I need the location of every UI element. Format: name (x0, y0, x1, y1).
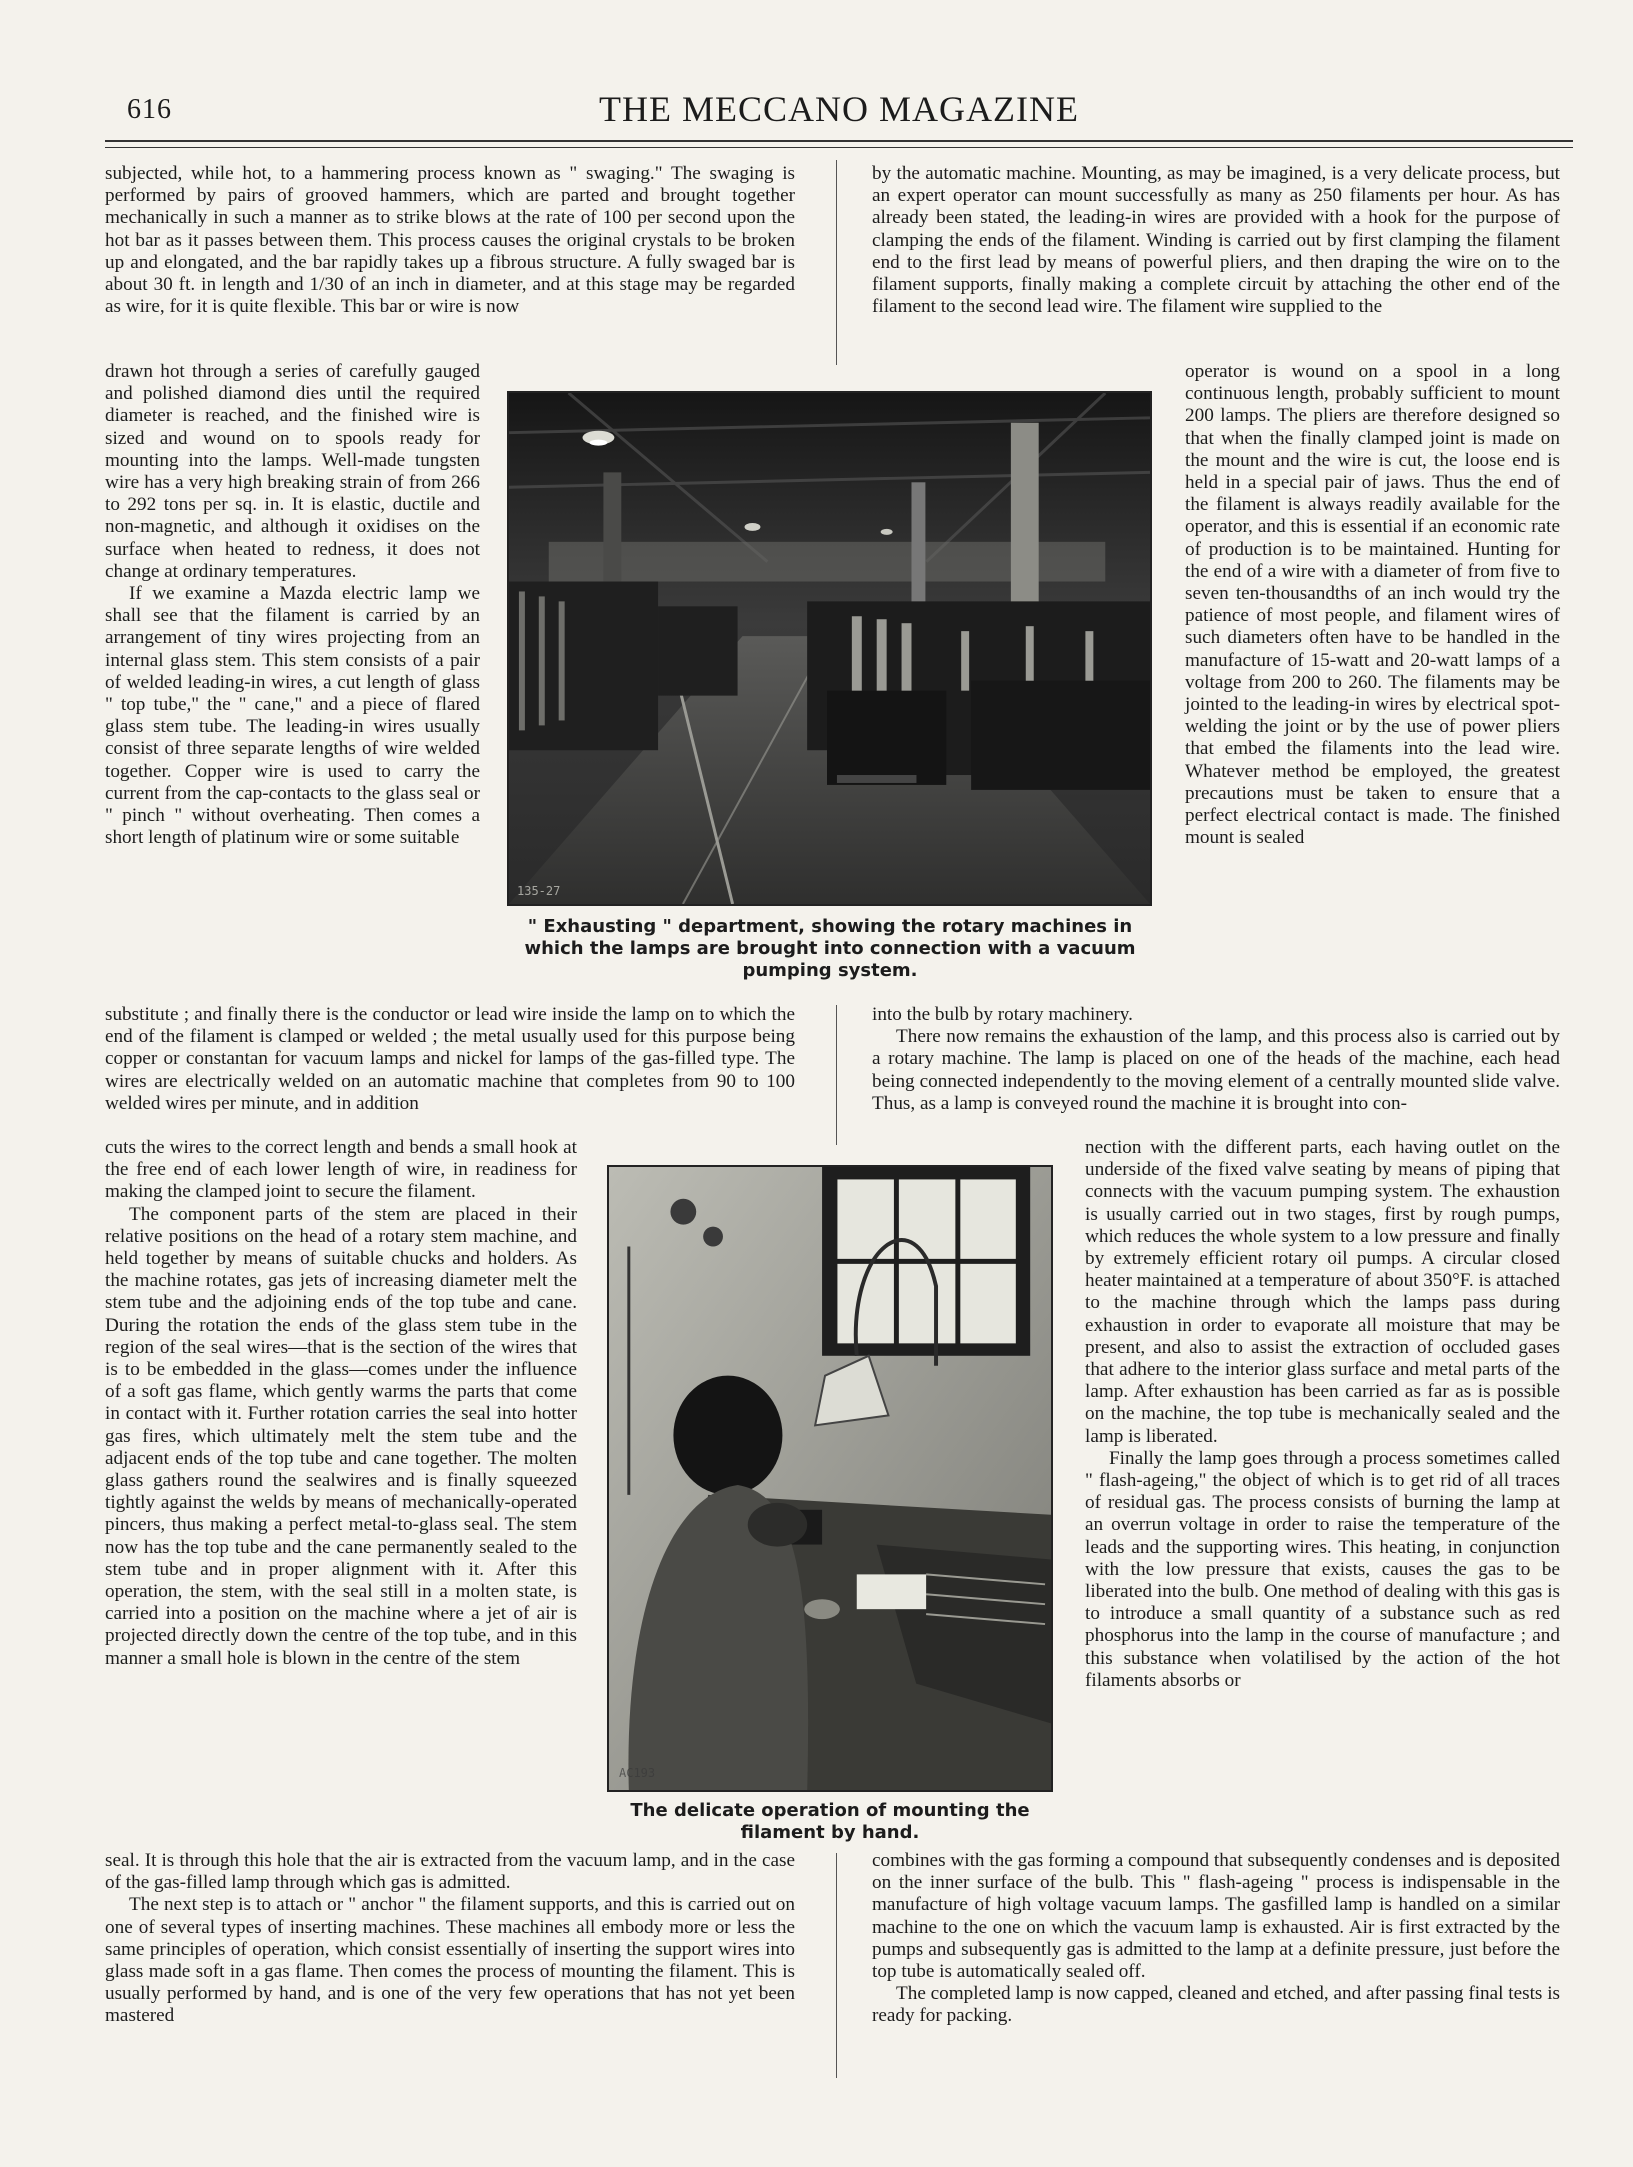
paragraph: cuts the wires to the correct length and bends a small hook at the free end of each lower length of wire, in readiness for making the clamped joint to secure the filament. (105, 1137, 577, 1203)
photo-plate-mark: 135-27 (517, 884, 561, 898)
paragraph: subjected, while hot, to a hammering process known as " swaging." The swaging is performed by pairs of grooved hammers, which are parted and brought together mechanically in such a manner as to strike blows at the rate of 100 per second upon the hot bar as it passes between them. This process causes the original crystals to be broken up and elongated, and the bar rapidly takes up a fibrous structure. A fully swaged bar is about 30 ft. in length and 1/30 of an inch in diameter, and at this stage may be regarded as wire, for it is quite flexible. This bar or wire is now (105, 163, 795, 318)
paragraph: The component parts of the stem are placed in their relative positions on the head of a rotary stem machine, and held together by means of suitable chucks and holders. As the machine rotates, gas jets of increasing diameter melt the stem tube and the adjoining ends of the top tube and cane. During the rotation the ends of the glass stem tube in the region of the seal wires—that is the section of the wires that is to be embedded in the glass—comes under the influence of a soft gas flame, which gently warms the parts that come in contact with it. Further rotation carries the seal into hotter gas fires, which ultimately melt the stem tube and the adjacent ends of the top tube and cane together. The molten glass gathers round the sealwires and is finally squeezed tightly against the welds by means of mechanically-operated pincers, thus making a perfect metal-to-glass seal. The stem now has the top tube and the cane permanently sealed to the stem tube and in proper alignment with it. After this operation, the stem, with the seal still in a molten state, is carried into a position on the machine where a jet of air is projected directly down the centre of the top tube, and in this manner a small hole is blown in the centre of the stem (105, 1203, 577, 1669)
exhausting-photo-caption: " Exhausting " department, showing the rotary machines in which the lamps are brought into connection with a vacuum pumping system. (524, 916, 1136, 981)
paragraph: The next step is to attach or " anchor " the filament supports, and this is carried out on one of several types of inserting machines. These machines all embody more or less the same principles of operation, which consist essentially of inserting the support wires into glass made soft in a gas flame. Then comes the process of mounting the filament. This is usually performed by hand, and is one of the very few operations that has not yet been mastered (105, 1894, 795, 2027)
photo-plate-mark: AC193 (619, 1766, 656, 1780)
paragraph: drawn hot through a series of carefully gauged and polished diamond dies until the required diameter is reached, and the finished wire is sized and wound on to spools ready for mounting into the lamps. Well-made tungsten wire has a very high breaking strain of from 266 to 292 tons per sq. in. It is elastic, ductile and non-magnetic, and although it oxidises on the surface when heated to redness, it does not change at ordinary temperatures. (105, 361, 480, 582)
factory-hall-illustration (509, 393, 1150, 904)
right-column-top (872, 163, 1560, 318)
left-column-top (105, 163, 795, 318)
mounting-photo-caption: The delicate operation of mounting the filament by hand. (630, 1800, 1030, 1843)
paragraph: If we examine a Mazda electric lamp we shall see that the filament is carried by an arrangement of tiny wires projecting from an internal glass stem. This stem consists of a pair of welded leading-in wires, a cut length of glass " top tube," the " cane," and a piece of flared glass stem tube. The leading-in wires usually consist of three separate lengths of wire welded together. Copper wire is used to carry the current from the cap-contacts to the glass seal or " pinch " without overheating. Then comes a short length of platinum wire or some suitable (105, 583, 480, 849)
paragraph: Finally the lamp goes through a process sometimes called " flash-ageing," the object of which is to get rid of all traces of residual gas. The process consists of burning the lamp at an overrun voltage in order to raise the temperature of the leads and the supporting wires. This heating, in conjunction with the low pressure that exists, causes the gas to be liberated into the bulb. One method of dealing with this gas is to introduce a small quantity of a substance such as red phosphorus into the lamp in the course of manufacture ; and this substance when volatilised by the action of the hot filaments absorbs or (1085, 1447, 1560, 1691)
column-divider-top (836, 160, 837, 365)
paragraph: substitute ; and finally there is the conductor or lead wire inside the lamp on to which the end of the filament is clamped or welded ; the metal usually used for this purpose being copper or constantan for vacuum lamps and nickel for lamps of the gas-filled type. The wires are electrically welded on an automatic machine that completes from 90 to 100 welded wires per minute, and in addition (105, 1004, 795, 1114)
page-header (105, 88, 1573, 138)
paragraph: into the bulb by rotary machinery. (872, 1004, 1133, 1025)
header-rule (105, 140, 1573, 148)
paragraph: operator is wound on a spool in a long continuous length, probably sufficient to mount 200 lamps. The pliers are therefore designed so that when the finally clamped joint is made on the mount and the wire is cut, the loose end is held in a special pair of jaws. Thus the end of the filament is always readily available for the operator, and this is essential if an economic rate of production is to be maintained. Hunting for the end of a wire with a diameter of from five to seven ten-thousandths of an inch would try the patience of most people, and filament wires of such diameters often have to be handled in the manufacture of 15-watt and 20-watt lamps of a voltage from 200 to 260. The filaments may be jointed to the leading-in wires by electrical spot-welding the joint or by the use of power pliers that embed the filaments into the lead wire. Whatever method be employed, the greatest precautions must be taken to ensure that a perfect electrical contact is made. The finished mount is sealed (1185, 361, 1560, 849)
paragraph: by the automatic machine. Mounting, as may be imagined, is a very delicate process, but an expert operator can mount successfully as many as 250 filaments per hour. As has already been stated, the leading-in wires are provided with a hook for the purpose of clamping the ends of the filament. Winding is carried out by first clamping the filament end to the first lead by means of powerful pliers, and then draping the wire on to the filament supports, finally making a complete circuit by attaching the other end of the filament to the second lead wire. The filament wire supplied to the (872, 163, 1560, 318)
magazine-title: THE MECCANO MAGAZINE (599, 89, 1079, 129)
right-column-beside-photo-2 (1085, 1137, 1560, 1692)
right-column-bottom (872, 1850, 1560, 2028)
right-column-middle (872, 1004, 1560, 1115)
paragraph: There now remains the exhaustion of the lamp, and this process also is carried out by a rotary machine. The lamp is placed on one of the heads of the machine, each head being connected independently to the moving element of a centrally mounted slide valve. Thus, as a lamp is conveyed round the machine it is brought into con- (872, 1026, 1560, 1114)
left-column-beside-photo (105, 361, 480, 849)
page-number: 616 (127, 94, 172, 125)
paragraph: seal. It is through this hole that the air is extracted from the vacuum lamp, and in the case of the gas-filled lamp through which gas is admitted. (105, 1850, 795, 1894)
filament-mounting-photo (607, 1165, 1053, 1792)
right-column-beside-photo (1185, 361, 1560, 849)
column-divider-bottom (836, 1853, 837, 2078)
column-divider-middle (836, 1005, 837, 1145)
left-column-bottom (105, 1850, 795, 2028)
paragraph: The completed lamp is now capped, cleaned and etched, and after passing final tests is ready for packing. (872, 1983, 1560, 2027)
worker-at-bench-illustration (609, 1167, 1051, 1790)
exhausting-department-photo (507, 391, 1152, 906)
left-column-middle (105, 1004, 795, 1115)
paragraph: combines with the gas forming a compound that subsequently condenses and is deposited on the inner surface of the bulb. This " flash-ageing " process is indispensable in the manufacture of high voltage vacuum lamps. The gasfilled lamp is handled on a similar machine to the one on which the vacuum lamp is exhausted. Air is first extracted by the pumps and subsequently gas is admitted to the lamp at a definite pressure, just before the top tube is automatically sealed off. (872, 1850, 1560, 1983)
left-column-beside-photo-2 (105, 1137, 577, 1670)
paragraph: nection with the different parts, each having outlet on the underside of the fixed valve seating by means of piping that connects with the vacuum pumping system. The exhaustion is usually carried out in two stages, first by rough pumps, which reduces the whole system to a low pressure and finally by extremely efficient rotary oil pumps. A circular closed heater maintained at a temperature of about 350°F. is attached to the machine through which the lamps pass during exhaustion in order to evaporate all moisture that may be present, and also to assist the extraction of occluded gases that adhere to the interior glass surface and metal parts of the lamp. After exhaustion has been carried as far as is possible on the machine, the top tube is mechanically sealed and the lamp is liberated. (1085, 1137, 1560, 1447)
